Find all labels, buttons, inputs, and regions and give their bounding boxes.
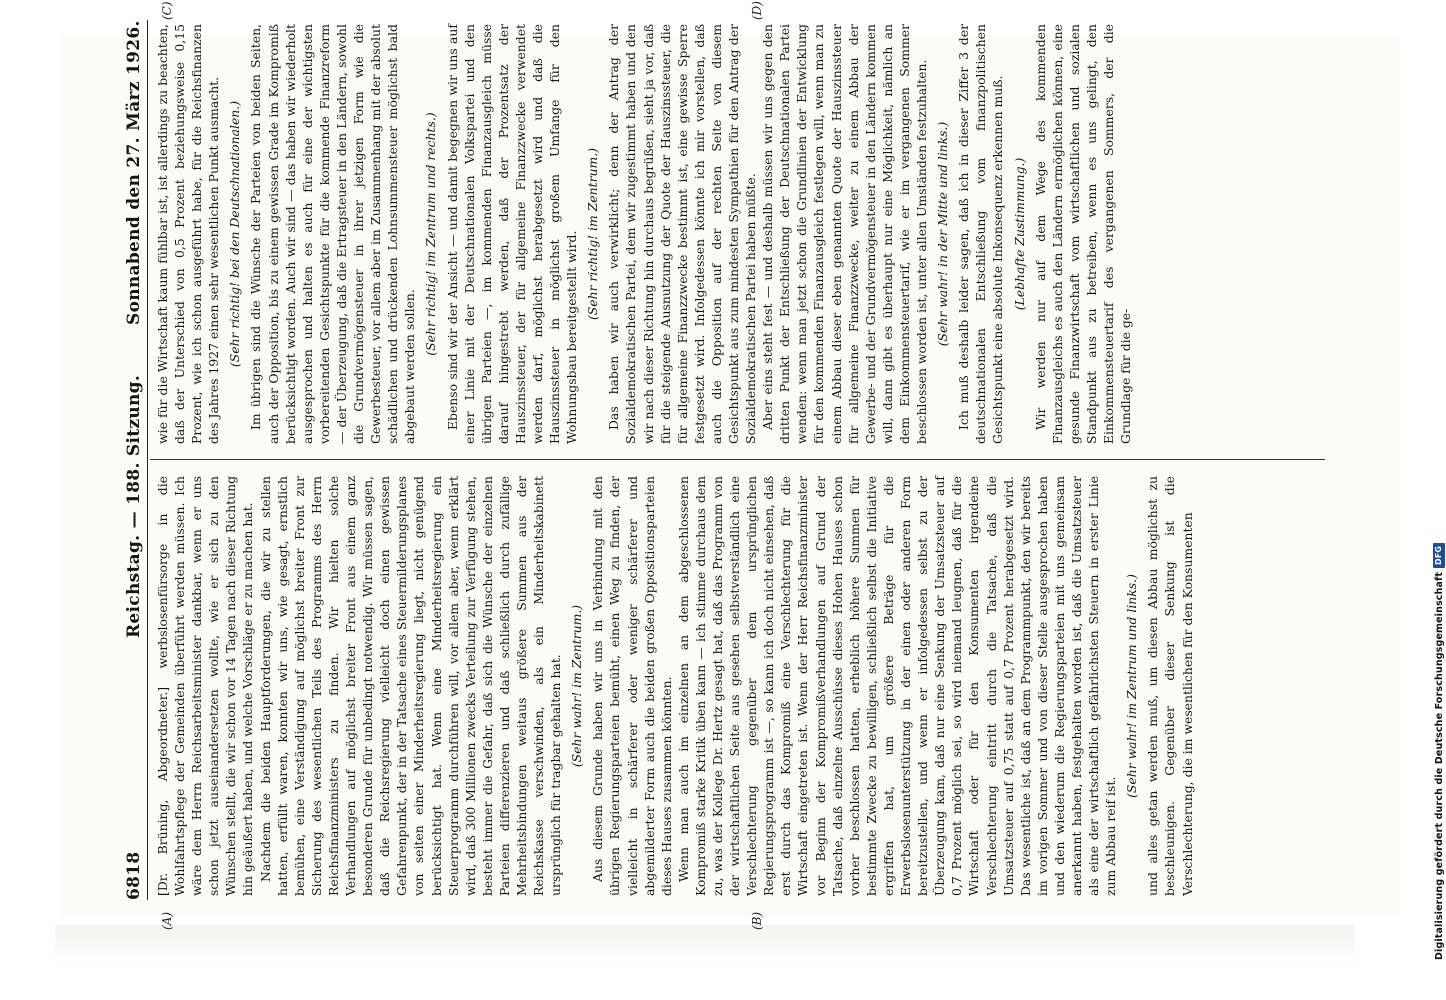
margin-mark-d: (D) xyxy=(750,1,764,20)
interjection: (Sehr wahr! in der Mitte und links.) xyxy=(935,121,951,347)
rotated-document-page xyxy=(120,1,1340,930)
paragraph: Aus diesem Grunde haben wir uns in Verbindung mit den übrigen Regierungsparteien bemüht, einen Weg zu finden, der vielleicht in schärferer oder weniger schärferer und abgemilderter Form auch die beiden großen Oppositionsparteien dieses Hauses zusammen könnten. xyxy=(590,476,674,896)
interjection: (Sehr richtig! im Zentrum.) xyxy=(585,147,601,321)
session-date: Sonnabend den 27. März 1926. xyxy=(124,20,144,325)
interjection: (Lebhafte Zustimmung.) xyxy=(1011,157,1027,311)
session-title: Reichstag. — 188. Sitzung. xyxy=(124,374,144,638)
credit-text: Digitalisierung gefördert durch die Deutsche Forschungsgemeinschaft xyxy=(1433,571,1445,960)
interjection: (Sehr richtig! bei den Deutschnationalen.) xyxy=(227,100,243,368)
paragraph: Ich muß deshalb leider sagen, daß ich in dieser Ziffer 3 der deutschnationalen Entschließung vom finanzpolitischen Gesichtspunkt eine absolute Inkonsequenz erkennen muß. xyxy=(956,24,1006,444)
paragraph: und alles getan werden muß, um diesen Abbau möglichst zu beschleunigen. Gegenüber dieser Senkung ist die Verschlechterung, die im wesentlichen für den Konsumenten xyxy=(1145,476,1195,896)
paragraph: Aber eins steht fest — und deshalb müssen wir uns gegen den dritten Punkt der Entschließung der Deutschnationalen Partei wenden: wenn man jetzt schon die Grundlinien der Entwicklung für den kommenden Finanzausgleich festlegen will, wenn man zu einem Abbau dieser eben genannten Quote der Hauszinssteuer für allgemeine Finanzzwecke, weiter zu einem Abbau der Gewerbe- und der Grundvermögensteuer in den Ländern kommen will, dann gibt es überhaupt nur eine Möglichkeit, nämlich an dem Einkommensteuertarif, wie er im vergangenen Sommer beschlossen worden ist, unter allen Umständen festzuhalten. xyxy=(760,24,930,444)
margin-mark-b: (B) xyxy=(750,911,764,930)
text-column-left xyxy=(154,476,1334,896)
paragraph: Im übrigen sind die Wünsche der Parteien von beiden Seiten, auch der Opposition, bis zu einem gewissen Grade im Kompromiß berücksichtigt worden. Auch wir sind — das haben wir wiederholt ausgesprochen und halten es auch für eine der wichtigsten vorbereitenden Gesichtspunkte für die kommende Finanzreform — der Überzeugung, daß die Ertragsteuer in den Ländern, sowohl die Grundvermögensteuer in ihrer jetzigen Form wie die Gewerbesteuer, vor allem aber im Zusammenhang mit der absolut schädlichen und drückenden Lohnsummensteuer möglichst bald abgebaut werden sollen. xyxy=(248,24,418,444)
paragraph: Wir werden nur auf dem Wege des kommenden Finanzausgleichs es auch den Ländern ermöglichen können, eine gesunde Finanzwirtschaft vom wirtschaftlichen und sozialen Standpunkt aus zu betreiben, wenn es uns gelingt, den Einkommensteuertarif des vergangenen Sommers, der die Grundlage für die ge- xyxy=(1032,24,1134,444)
paragraph: wie für die Wirtschaft kaum fühlbar ist, ist allerdings zu beachten, daß der Unterschied von 0,5 Prozent beziehungsweise 0,15 Prozent, wie ich schon ausgeführt habe, für die Reichsfinanzen des Jahres 1927 einen sehr wesentlichen Punkt ausmacht. xyxy=(155,24,222,444)
margin-mark-a: (A) xyxy=(160,911,174,930)
page-header xyxy=(120,20,148,900)
interjection: (Sehr wahr! im Zentrum und links.) xyxy=(1124,574,1140,798)
interjection: (Sehr richtig! im Zentrum und rechts.) xyxy=(423,112,439,356)
margin-mark-c: (C) xyxy=(160,1,174,20)
page-number: 6818 xyxy=(124,851,144,900)
paragraph: Nachdem die beiden Hauptforderungen, die wir zu stellen hatten, erfüllt waren, konnten wir uns, wie gesagt, ernstlich bemühen, eine Verständigung auf möglichst breiter Front zur Sicherung des wesentlichen Teils des Programms des Herrn Reichsfinanzministers zu finden. Wir hielten solche Verhandlungen auf möglichst breiter Front aus einem ganz besonderen Grunde für unbedingt notwendig. Wir müssen sagen, daß die Reichsregierung vielleicht doch einen gewissen Gefahrenpunkt, der in der Tatsache eines Steuermilderungsplanes von seiten einer Minderheitsregierung liegt, nicht genügend berücksichtigt hat. Wenn eine Minderheitsregierung ein Steuerprogramm durchführen will, vor allem aber, wenn erklärt wird, daß 300 Millionen zwecks Verteilung zur Verfügung stehen, besteht immer die Gefahr, daß sich die Wünsche der einzelnen Parteien differenzieren und daß schließlich durch zufällige Mehrheitsbindungen weitaus größere Summen aus der Reichskasse verschwinden, als ein Minderheitskabinett ursprünglich für tragbar gehalten hat. xyxy=(257,476,564,896)
text-column-right xyxy=(154,24,1334,444)
paragraph: [Dr. Brüning, Abgeordneter.] werbslosenfürsorge in die Wohlfahrtspflege der Gemeinden überführt werden müssen. Ich wäre dem Herrn Reichsarbeitsminister dankbar, wenn er uns schon jetzt auseinandersetzen wollte, wie er sich zu den Wünschen stellt, die wir schon vor 14 Tagen nach dieser Richtung hin geäußert haben, und welche Vorschläge er zu machen hat. xyxy=(155,476,256,896)
column-divider xyxy=(150,459,1325,460)
paragraph: Ebenso sind wir der Ansicht — und damit begegnen wir uns auf einer Linie mit der Deutschnationalen Volkspartei und den übrigen Parteien —, im kommenden Finanzausgleich müsse darauf hingestrebt werden, daß der Prozentsatz der Hauszinssteuer, der für allgemeine Finanzzwecke verwendet werden darf, möglichst herabgesetzt wird und daß die Hauszinssteuer in möglichst großem Umfange für den Wohnungsbau bereitgestellt wird. xyxy=(444,24,580,444)
dfg-logo: DFG xyxy=(1433,543,1445,568)
digitization-credit xyxy=(1418,10,1445,970)
paragraph: Wenn man auch im einzelnen an dem abgeschlossenen Kompromiß starke Kritik üben kann — ich stimme durchaus dem zu, was der Kollege Dr. Hertz gesagt hat, daß das Programm von der wirtschaftlichen Seite aus gesehen selbstverständlich eine Verschlechterung gegenüber dem ursprünglichen Regierungsprogramm ist —, so kann ich doch nicht einsehen, daß erst durch das Kompromiß eine Verschlechterung für die Wirtschaft eingetreten ist. Wenn der Herr Reichsfinanzminister vor Beginn der Kompromißverhandlungen auf Grund der Tatsache, daß einzelne Ausschüsse dieses Hohen Hauses schon vorher beschlossen hatten, erheblich höhere Summen für bestimmte Zwecke zu bewilligen, schließlich selbst die Initiative ergriffen hat, um größere Beträge für die Erwerbslosenunterstützung in der einen oder anderen Form bereitzustellen, und wenn er infolgedessen selbst zu der Überzeugung kam, daß nur eine Senkung der Umsatzsteuer auf 0,7 Prozent möglich sei, so wird niemand leugnen, daß für die Wirtschaft oder für den Konsumenten irgendeine Verschlechterung eintritt durch die Tatsache, daß die Umsatzsteuer auf 0,75 statt auf 0,7 Prozent herabgesetzt wird. Das wesentliche ist, daß an dem Programmpunkt, den wir bereits im vorigen Sommer und von dieser Stelle ausgesprochen haben und den wiederum die Regierungsparteien mit uns gemeinsam anerkannt haben, festgehalten worden ist, daß die Umsatzsteuer als eine der wirtschaftlich gefährlichsten Steuern in erster Linie zum Abbau reif ist. xyxy=(675,476,1119,896)
paragraph: Das haben wir auch verwirklicht; denn der Antrag der Sozialdemokratischen Partei, dem wir zugestimmt haben und den wir nach dieser Richtung hin durchaus begrüßen, sieht ja vor, daß für die steigende Ausnutzung der Quote der Hauszinssteuer, die für allgemeine Finanzzwecke bestimmt ist, eine gewisse Sperre festgesetzt wird. Infolgedessen könnte ich mir vorstellen, daß auch die Opposition auf der rechten Seite von diesem Gesichtspunkt aus zum mindesten Sympathien für den Antrag der Sozialdemokratischen Partei haben müßte. xyxy=(606,24,759,444)
scan-edge-shadow xyxy=(55,925,1355,965)
interjection: (Sehr wahr! im Zentrum.) xyxy=(569,604,585,768)
